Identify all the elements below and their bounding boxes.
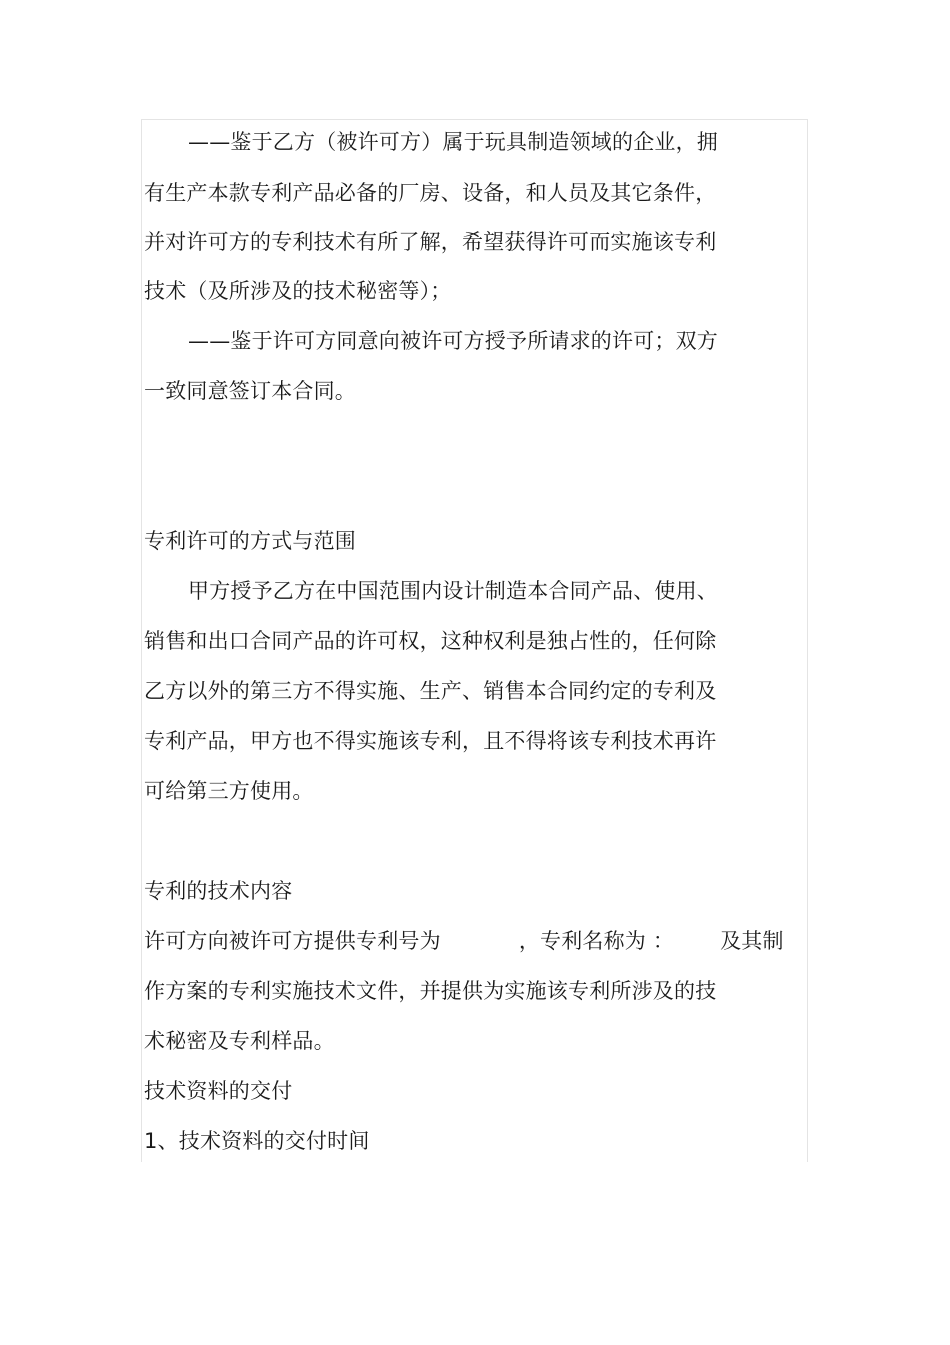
section1-line2: 销售和出口合同产品的许可权，这种权利是独占性的，任何除 [144,629,717,653]
section1-heading: 专利许可的方式与范围 [144,529,356,553]
preamble-p1-line4: 技术（及所涉及的技术秘密等）； [144,279,452,303]
section2-line1-part-b: ，专利名称为 ： [518,929,675,953]
section1-line3: 乙方以外的第三方不得实施、生产、销售本合同约定的专利及 [144,679,717,703]
preamble-p1-line1: ——鉴于乙方（被许可方）属于玩具制造领域的企业，拥 [188,130,718,154]
preamble-p2-line1: ——鉴于许可方同意向被许可方授予所请求的许可；双方 [188,329,718,353]
section1-line4: 专利产品，甲方也不得实施该专利，且不得将该专利技术再许 [144,729,717,753]
section2-line1-part-a: 许可方向被许可方提供专利号为 [144,929,441,953]
section2-line2: 作方案的专利实施技术文件，并提供为实施该专利所涉及的技 [144,979,717,1003]
section2-heading: 专利的技术内容 [144,879,293,903]
preamble-p2-line2: 一致同意签订本合同。 [144,379,356,403]
section1-line5: 可给第三方使用。 [144,779,314,803]
section2-line1 [144,927,784,955]
section2-line3: 术秘密及专利样品。 [144,1029,335,1053]
preamble-p1-line3: 并对许可方的专利技术有所了解，希望获得许可而实施该专利 [144,230,717,254]
section3-heading: 技术资料的交付 [144,1079,293,1103]
section2-line1-part-c: 及其制 [720,929,784,953]
preamble-p1-line2: 有生产本款专利产品必备的厂房、设备，和人员及其它条件， [144,181,717,205]
section1-line1: 甲方授予乙方在中国范围内设计制造本合同产品、使用、 [188,579,718,603]
section3-item1: 1、技术资料的交付时间 [144,1129,370,1153]
